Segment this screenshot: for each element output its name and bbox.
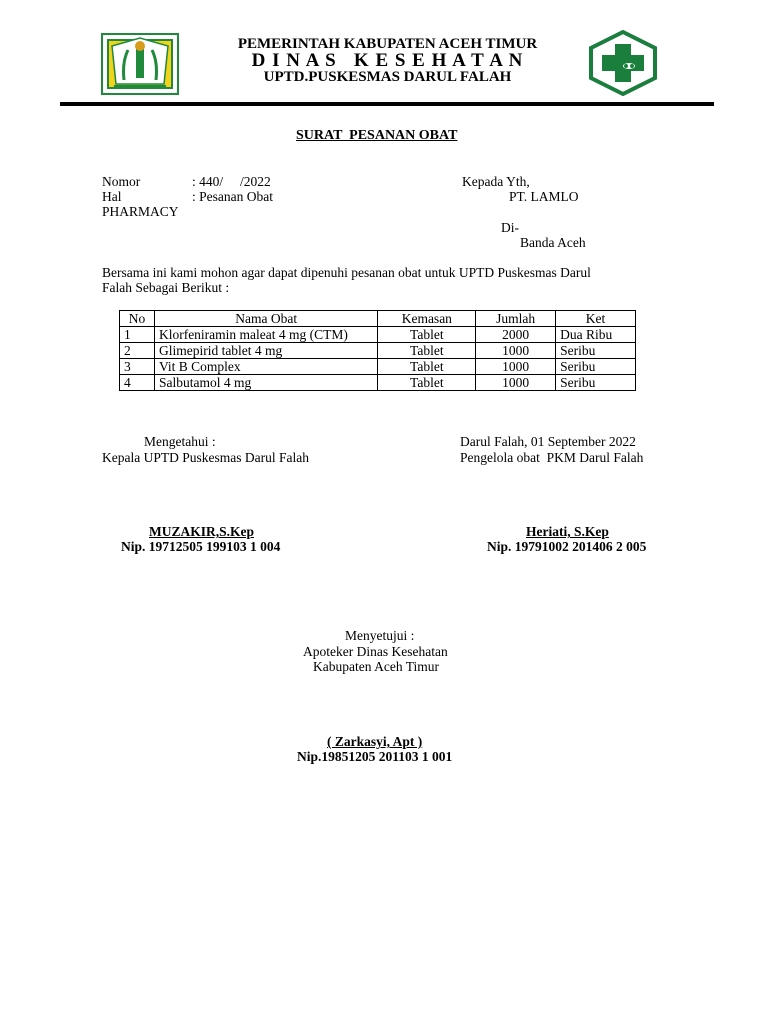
- recipient-city: Banda Aceh: [520, 235, 586, 250]
- table-row: [120, 343, 636, 359]
- cell-nama-obat: Vit B Complex: [154, 359, 377, 375]
- cell-kemasan: Tablet: [378, 375, 476, 391]
- right-signer-nip: Nip. 19791002 201406 2 005: [487, 539, 647, 554]
- cell-jumlah: 1000: [476, 359, 556, 375]
- cell-nama-obat: Klorfeniramin maleat 4 mg (CTM): [154, 327, 377, 343]
- col-header-jumlah: Jumlah: [476, 311, 556, 327]
- place-date: Darul Falah, 01 September 2022: [460, 434, 636, 449]
- recipient-company-cont: PHARMACY: [102, 204, 179, 219]
- order-table: [119, 310, 636, 391]
- approver-title-1: Apoteker Dinas Kesehatan: [303, 644, 448, 659]
- puskesmas-cross-icon: [588, 30, 658, 96]
- aceh-timur-emblem-icon: [100, 32, 180, 96]
- cell-ket: Seribu: [556, 343, 636, 359]
- cell-no: 2: [120, 343, 155, 359]
- cell-no: 1: [120, 327, 155, 343]
- header-government-line: PEMERINTAH KABUPATEN ACEH TIMUR: [237, 36, 538, 52]
- left-signer-nip: Nip. 19712505 199103 1 004: [121, 539, 281, 554]
- cell-jumlah: 2000: [476, 327, 556, 343]
- header-unit-line: UPTD.PUSKESMAS DARUL FALAH: [263, 69, 512, 85]
- cell-no: 4: [120, 375, 155, 391]
- right-signer-name: Heriati, S.Kep: [526, 524, 609, 539]
- left-signer-title: Kepala UPTD Puskesmas Darul Falah: [102, 450, 309, 465]
- document-title: SURAT PESANAN OBAT: [296, 128, 458, 143]
- nomor-value: : 440/ /2022: [192, 174, 271, 189]
- approver-title-2: Kabupaten Aceh Timur: [313, 659, 439, 674]
- approver-nip: Nip.19851205 201103 1 001: [297, 749, 453, 764]
- table-row: [120, 359, 636, 375]
- cell-jumlah: 1000: [476, 343, 556, 359]
- recipient-company: PT. LAMLO: [509, 189, 579, 204]
- hal-label: Hal: [102, 189, 122, 204]
- col-header-nama-obat: Nama Obat: [154, 311, 377, 327]
- cell-kemasan: Tablet: [378, 343, 476, 359]
- header-divider-thick: [60, 102, 714, 106]
- acknowledged-label: Mengetahui :: [144, 434, 216, 449]
- col-header-no: No: [120, 311, 155, 327]
- approver-name: ( Zarkasyi, Apt ): [327, 734, 423, 749]
- table-header-row: [120, 311, 636, 327]
- cell-ket: Seribu: [556, 375, 636, 391]
- approved-label: Menyetujui :: [345, 628, 415, 643]
- col-header-ket: Ket: [556, 311, 636, 327]
- right-signer-title: Pengelola obat PKM Darul Falah: [460, 450, 644, 465]
- cell-kemasan: Tablet: [378, 327, 476, 343]
- cell-jumlah: 1000: [476, 375, 556, 391]
- cell-ket: Seribu: [556, 359, 636, 375]
- nomor-label: Nomor: [102, 174, 141, 189]
- cell-nama-obat: Glimepirid tablet 4 mg: [154, 343, 377, 359]
- cell-nama-obat: Salbutamol 4 mg: [154, 375, 377, 391]
- col-header-kemasan: Kemasan: [378, 311, 476, 327]
- cell-kemasan: Tablet: [378, 359, 476, 375]
- recipient-greeting: Kepada Yth,: [462, 174, 530, 189]
- left-signer-name: MUZAKIR,S.Kep: [149, 524, 255, 539]
- intro-line-1: Bersama ini kami mohon agar dapat dipenuhi pesanan obat untuk UPTD Puskesmas Darul: [102, 265, 591, 280]
- header-agency-line: D I N A S K E S E H A T A N: [251, 50, 524, 71]
- cell-no: 3: [120, 359, 155, 375]
- recipient-di: Di-: [501, 220, 519, 235]
- cell-ket: Dua Ribu: [556, 327, 636, 343]
- table-row: [120, 375, 636, 391]
- table-row: [120, 327, 636, 343]
- intro-line-2: Falah Sebagai Berikut :: [102, 280, 230, 295]
- hal-value: : Pesanan Obat: [192, 189, 273, 204]
